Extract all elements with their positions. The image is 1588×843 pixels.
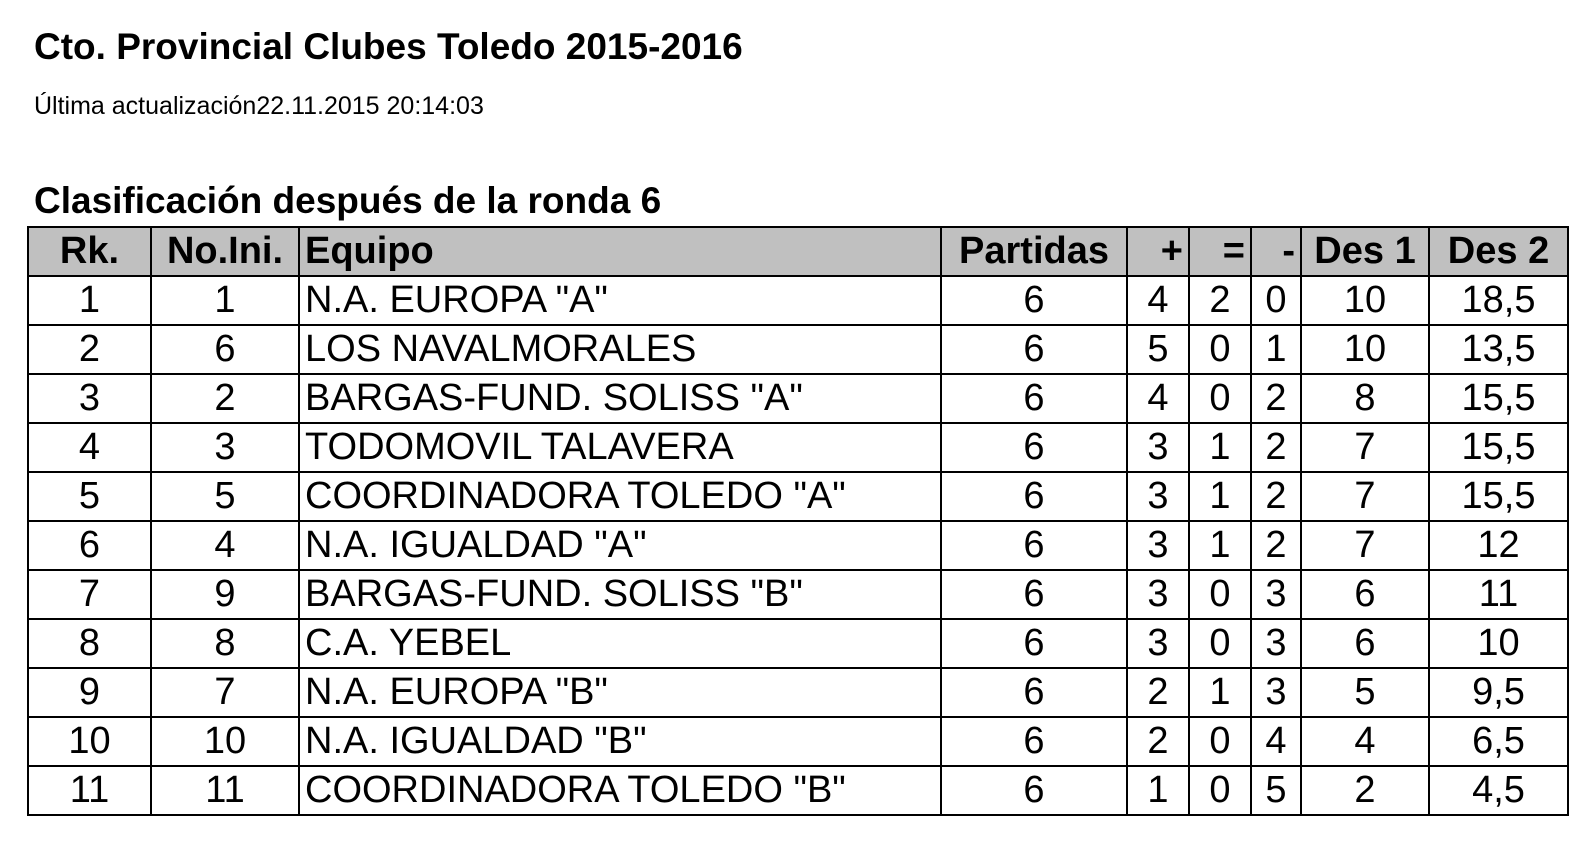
table-row (28, 717, 1568, 766)
cell-equipo: N.A. IGUALDAD "B" (299, 717, 941, 766)
cell-equipo: N.A. IGUALDAD "A" (299, 521, 941, 570)
cell-rk: 3 (28, 374, 151, 423)
cell-lost: 1 (1251, 325, 1301, 374)
cell-rk: 1 (28, 276, 151, 325)
cell-won: 3 (1127, 472, 1189, 521)
cell-lost: 2 (1251, 374, 1301, 423)
cell-partidas: 6 (941, 423, 1127, 472)
cell-lost: 2 (1251, 521, 1301, 570)
cell-draw: 2 (1189, 276, 1251, 325)
cell-won: 3 (1127, 521, 1189, 570)
cell-des1: 7 (1301, 423, 1429, 472)
cell-des2: 11 (1429, 570, 1568, 619)
cell-rk: 11 (28, 766, 151, 815)
cell-des1: 10 (1301, 325, 1429, 374)
cell-draw: 0 (1189, 766, 1251, 815)
cell-equipo: COORDINADORA TOLEDO "B" (299, 766, 941, 815)
cell-des2: 10 (1429, 619, 1568, 668)
cell-des1: 10 (1301, 276, 1429, 325)
cell-no-ini: 2 (151, 374, 299, 423)
cell-won: 2 (1127, 668, 1189, 717)
column-header-rk: Rk. (28, 227, 151, 276)
cell-partidas: 6 (941, 325, 1127, 374)
column-header-draw: = (1189, 227, 1251, 276)
cell-won: 3 (1127, 570, 1189, 619)
cell-no-ini: 9 (151, 570, 299, 619)
cell-no-ini: 6 (151, 325, 299, 374)
cell-equipo: COORDINADORA TOLEDO "A" (299, 472, 941, 521)
table-row (28, 325, 1568, 374)
cell-equipo: BARGAS-FUND. SOLISS "B" (299, 570, 941, 619)
cell-des2: 15,5 (1429, 472, 1568, 521)
cell-won: 3 (1127, 423, 1189, 472)
table-row (28, 423, 1568, 472)
cell-des2: 12 (1429, 521, 1568, 570)
column-header-won: + (1127, 227, 1189, 276)
table-row (28, 619, 1568, 668)
cell-rk: 6 (28, 521, 151, 570)
cell-rk: 7 (28, 570, 151, 619)
standings-table (27, 226, 1569, 816)
cell-partidas: 6 (941, 717, 1127, 766)
cell-draw: 0 (1189, 570, 1251, 619)
cell-draw: 1 (1189, 423, 1251, 472)
cell-des1: 8 (1301, 374, 1429, 423)
column-header-lost: - (1251, 227, 1301, 276)
cell-draw: 0 (1189, 717, 1251, 766)
cell-partidas: 6 (941, 766, 1127, 815)
cell-draw: 1 (1189, 668, 1251, 717)
standings-body (28, 276, 1568, 815)
table-row (28, 668, 1568, 717)
cell-rk: 10 (28, 717, 151, 766)
cell-partidas: 6 (941, 374, 1127, 423)
cell-des2: 18,5 (1429, 276, 1568, 325)
cell-lost: 3 (1251, 619, 1301, 668)
cell-rk: 9 (28, 668, 151, 717)
cell-no-ini: 7 (151, 668, 299, 717)
cell-des2: 6,5 (1429, 717, 1568, 766)
cell-equipo: N.A. EUROPA "B" (299, 668, 941, 717)
cell-equipo: N.A. EUROPA "A" (299, 276, 941, 325)
cell-equipo: BARGAS-FUND. SOLISS "A" (299, 374, 941, 423)
column-header-des2: Des 2 (1429, 227, 1568, 276)
cell-lost: 3 (1251, 570, 1301, 619)
cell-des2: 4,5 (1429, 766, 1568, 815)
cell-rk: 5 (28, 472, 151, 521)
cell-lost: 3 (1251, 668, 1301, 717)
cell-equipo: TODOMOVIL TALAVERA (299, 423, 941, 472)
cell-rk: 8 (28, 619, 151, 668)
column-header-partidas: Partidas (941, 227, 1127, 276)
cell-draw: 1 (1189, 472, 1251, 521)
cell-won: 2 (1127, 717, 1189, 766)
cell-equipo: C.A. YEBEL (299, 619, 941, 668)
cell-lost: 2 (1251, 423, 1301, 472)
cell-won: 1 (1127, 766, 1189, 815)
cell-draw: 0 (1189, 619, 1251, 668)
cell-draw: 0 (1189, 374, 1251, 423)
cell-rk: 4 (28, 423, 151, 472)
table-row (28, 276, 1568, 325)
column-header-des1: Des 1 (1301, 227, 1429, 276)
column-header-equipo: Equipo (299, 227, 941, 276)
cell-lost: 4 (1251, 717, 1301, 766)
cell-won: 4 (1127, 374, 1189, 423)
table-row (28, 521, 1568, 570)
cell-des2: 9,5 (1429, 668, 1568, 717)
cell-partidas: 6 (941, 619, 1127, 668)
cell-lost: 0 (1251, 276, 1301, 325)
cell-des1: 6 (1301, 619, 1429, 668)
column-header-no-ini: No.Ini. (151, 227, 299, 276)
last-updated: Última actualización22.11.2015 20:14:03 (34, 92, 484, 120)
cell-no-ini: 1 (151, 276, 299, 325)
table-row (28, 570, 1568, 619)
cell-rk: 2 (28, 325, 151, 374)
table-header-row (28, 227, 1568, 276)
cell-lost: 2 (1251, 472, 1301, 521)
cell-equipo: LOS NAVALMORALES (299, 325, 941, 374)
cell-des1: 7 (1301, 521, 1429, 570)
cell-des1: 4 (1301, 717, 1429, 766)
cell-lost: 5 (1251, 766, 1301, 815)
cell-draw: 0 (1189, 325, 1251, 374)
cell-no-ini: 3 (151, 423, 299, 472)
cell-no-ini: 5 (151, 472, 299, 521)
cell-no-ini: 4 (151, 521, 299, 570)
cell-des2: 15,5 (1429, 374, 1568, 423)
cell-partidas: 6 (941, 276, 1127, 325)
cell-no-ini: 10 (151, 717, 299, 766)
cell-won: 4 (1127, 276, 1189, 325)
cell-won: 5 (1127, 325, 1189, 374)
cell-partidas: 6 (941, 668, 1127, 717)
cell-won: 3 (1127, 619, 1189, 668)
table-row (28, 766, 1568, 815)
cell-des2: 15,5 (1429, 423, 1568, 472)
table-row (28, 472, 1568, 521)
page-title: Cto. Provincial Clubes Toledo 2015-2016 (34, 26, 743, 67)
cell-des1: 6 (1301, 570, 1429, 619)
cell-des2: 13,5 (1429, 325, 1568, 374)
cell-partidas: 6 (941, 472, 1127, 521)
section-title: Clasificación después de la ronda 6 (34, 180, 662, 221)
cell-partidas: 6 (941, 521, 1127, 570)
cell-des1: 7 (1301, 472, 1429, 521)
cell-des1: 5 (1301, 668, 1429, 717)
cell-no-ini: 8 (151, 619, 299, 668)
table-row (28, 374, 1568, 423)
cell-des1: 2 (1301, 766, 1429, 815)
cell-no-ini: 11 (151, 766, 299, 815)
cell-partidas: 6 (941, 570, 1127, 619)
cell-draw: 1 (1189, 521, 1251, 570)
